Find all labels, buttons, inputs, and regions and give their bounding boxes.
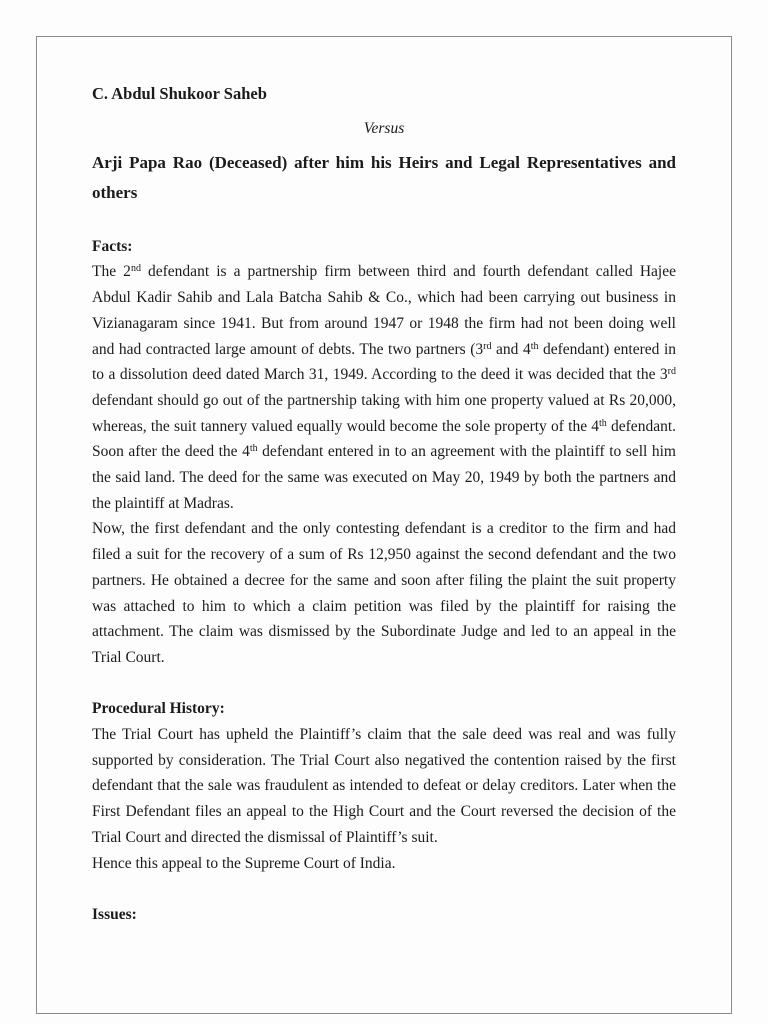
paragraph: The 2nd defendant is a partnership firm between third and fourth defendant called Hajee Abdul Kadir Sahib and Lala Batcha Sahib & Co., which had been carrying out business in Vizianagaram since 1941. But from around 1947 or 1948 the firm had not been doing well and had contracted large amount of debts. The two partners (3rd and 4th defendant) entered in to a dissolution deed dated March 31, 1949. According to the deed it was decided that the 3rd defendant should go out of the partnership taking with him one property valued at Rs 20,000, whereas, the suit tannery valued equally would become the sole property of the 4th defendant. Soon after the deed the 4th defendant entered in to an agreement with the plaintiff to sell him the said land. The deed for the same was executed on May 20, 1949 by both the partners and the plaintiff at Madras.: [92, 263, 676, 512]
page-border: [36, 36, 732, 1014]
section-heading: Procedural History:: [92, 700, 225, 718]
sections-container: [92, 234, 676, 928]
section-heading: Issues:: [92, 905, 137, 923]
paragraph: Now, the first defendant and the only contesting defendant is a creditor to the firm and had filed a suit for the recovery of a sum of Rs 12,950 against the second defendant and the two partners. He obtained a decree for the same and soon after filing the plaint the suit property was attached to him to which a claim petition was filed by the plaintiff for raising the attachment. The claim was dismissed by the Subordinate Judge and led to an appeal in the Trial Court.: [92, 520, 676, 666]
versus-line: Versus: [363, 120, 405, 137]
page-content: [37, 37, 731, 928]
case-title: C. Abdul Shukoor Saheb: [92, 84, 267, 103]
paragraph: Hence this appeal to the Supreme Court of India.: [92, 854, 396, 872]
paragraph: The Trial Court has upheld the Plaintiff’s claim that the sale deed was real and was fully supported by consideration. The Trial Court also negatived the contention raised by the first defendant that the sale was fraudulent as intended to defeat or delay creditors. Later when the First Defendant files an appeal to the High Court and the Court reversed the decision of the Trial Court and directed the dismissal of Plaintiff’s suit.: [92, 726, 676, 846]
section-heading: Facts:: [92, 237, 133, 255]
respondent-title: Arji Papa Rao (Deceased) after him his Heirs and Legal Representatives and others: [92, 153, 676, 202]
